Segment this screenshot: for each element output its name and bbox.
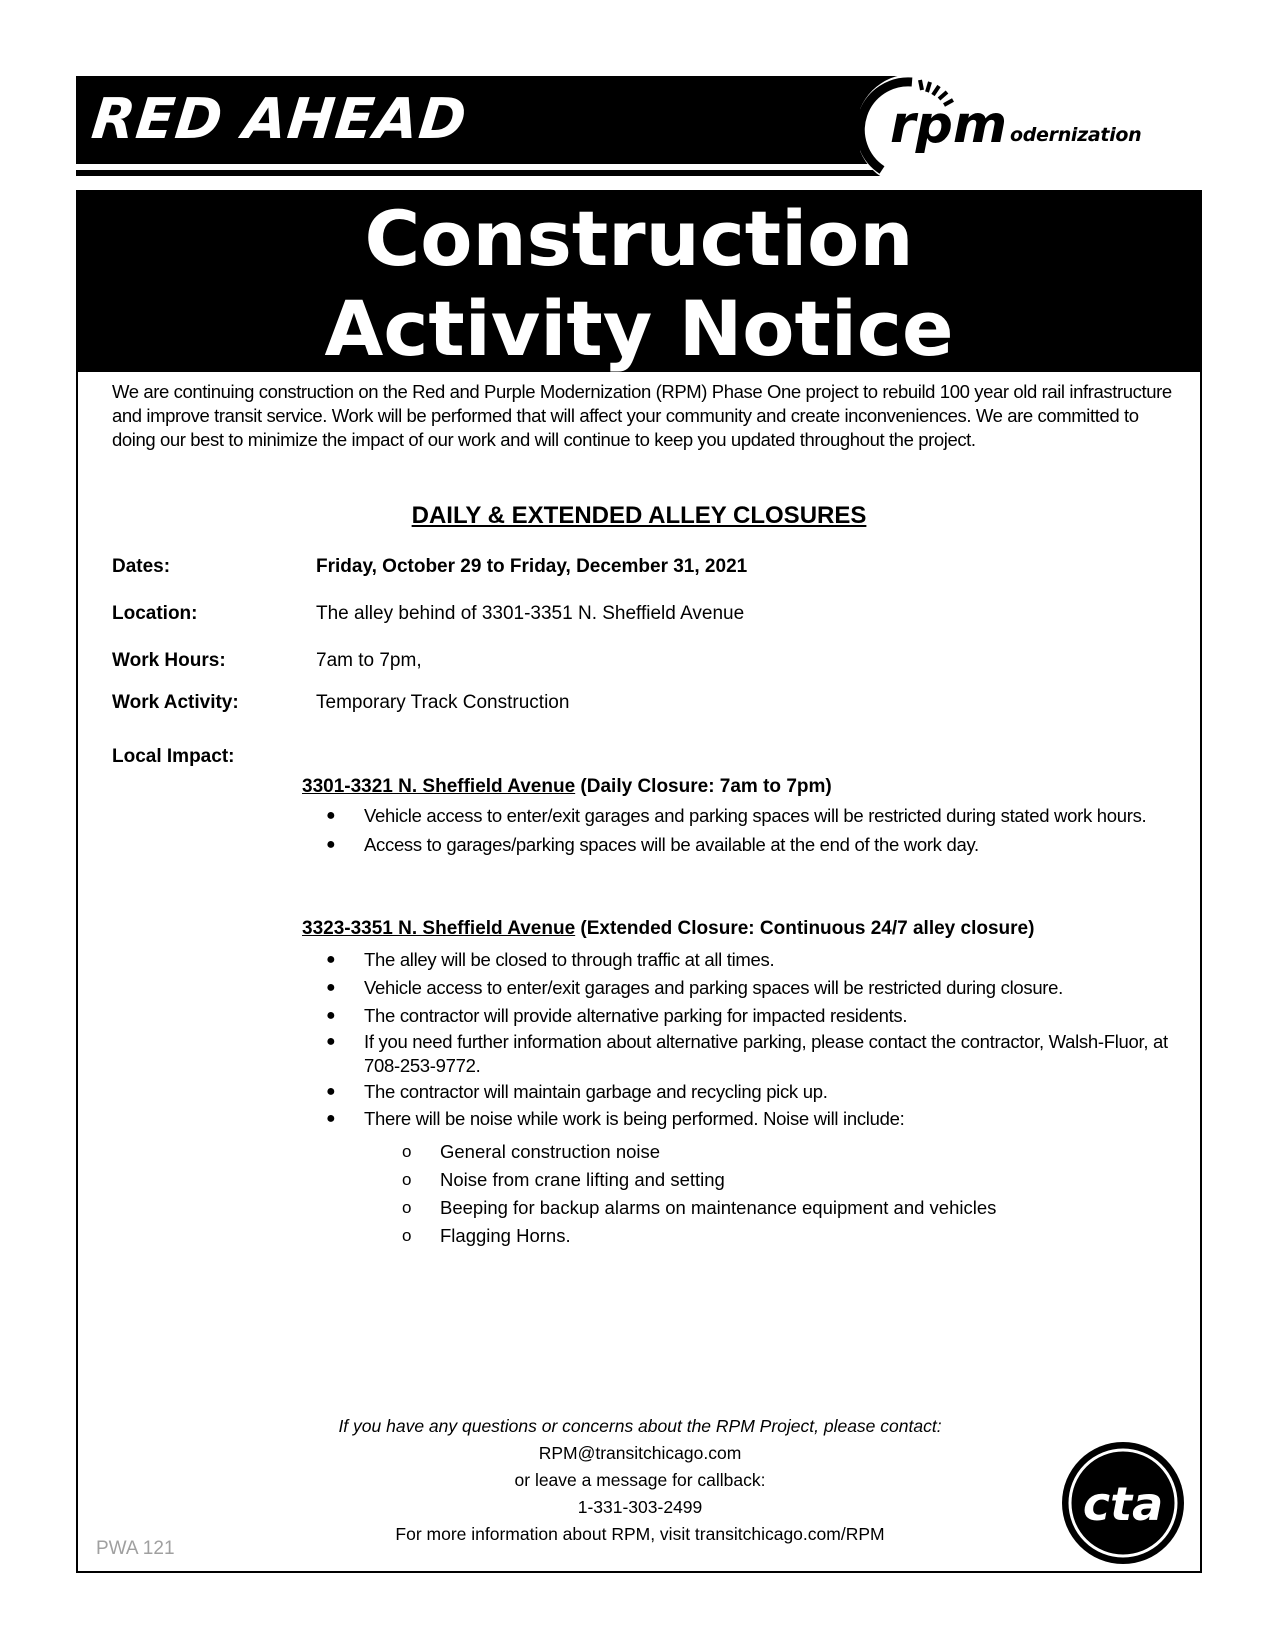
bullet-dot-icon: ●	[326, 1007, 336, 1024]
list-item: o Flagging Horns.	[400, 1222, 996, 1250]
bullet-dot-icon: ●	[326, 1110, 336, 1127]
list-item: ● Vehicle access to enter/exit garages and parking spaces will be restricted during closure.	[302, 974, 1182, 1001]
document-code: PWA 121	[96, 1538, 175, 1559]
bullet-dot-icon: ●	[326, 979, 336, 996]
callback-text: or leave a message for callback:	[514, 1470, 766, 1490]
daily-closure-bullets	[302, 802, 1182, 858]
contact-phone: 1-331-303-2499	[577, 1497, 703, 1517]
extended-closure-note: (Extended Closure: Continuous 24/7 alley closure)	[575, 918, 1035, 939]
bullet-dot-icon: ●	[326, 836, 336, 853]
daily-closure-address: 3301-3321 N. Sheffield Avenue	[302, 776, 576, 797]
rpm-logo-text: rpm	[890, 95, 1008, 155]
location-value: The alley behind of 3301-3351 N. Sheffield Avenue	[316, 603, 745, 624]
list-item: o Beeping for backup alarms on maintenance equipment and vehicles	[400, 1194, 996, 1222]
section-title: DAILY & EXTENDED ALLEY CLOSURES	[411, 502, 867, 529]
extended-closure-heading	[302, 918, 1034, 940]
work-activity-label: Work Activity:	[112, 692, 239, 713]
list-item: ● There will be noise while work is being performed. Noise will include:	[302, 1105, 1182, 1132]
noise-items-list	[400, 1138, 996, 1250]
extended-closure-bullets	[302, 946, 1182, 1132]
header-rule	[76, 170, 926, 176]
contact-prompt: If you have any questions or concerns about the RPM Project, please contact:	[338, 1416, 942, 1436]
intro-paragraph: We are continuing construction on the Red and Purple Modernization (RPM) Phase One project to rebuild 100 year old rail infrastructure and improve transit service. Work will be performed that will affect your community and create inconveniences. We are committed to doing our best to minimize the impact of our work and will continue to keep you updated throughout the project.	[112, 381, 1172, 450]
extended-closure-address: 3323-3351 N. Sheffield Avenue	[302, 918, 576, 939]
title-line-2: Activity Notice	[324, 284, 954, 373]
title-line-1: Construction	[364, 194, 914, 283]
list-item: ● The contractor will maintain garbage and recycling pick up.	[302, 1078, 1182, 1105]
list-item: ● Access to garages/parking spaces will be available at the end of the work day.	[302, 831, 1182, 858]
list-item: o General construction noise	[400, 1138, 996, 1166]
bullet-dot-icon: ●	[326, 807, 336, 824]
circle-bullet-icon: o	[402, 1226, 412, 1245]
cta-logo-text: cta	[1082, 1477, 1164, 1531]
circle-bullet-icon: o	[402, 1142, 412, 1161]
red-ahead-brand: RED AHEAD	[88, 87, 471, 152]
list-item: ● The alley will be closed to through traffic at all times.	[302, 946, 1182, 973]
bullet-dot-icon: ●	[326, 1033, 336, 1050]
contact-email-link[interactable]: RPM@transitchicago.com	[538, 1443, 742, 1463]
dates-value: Friday, October 29 to Friday, December 31, 2021	[316, 556, 748, 577]
local-impact-label: Local Impact:	[112, 746, 235, 767]
list-item: o Noise from crane lifting and setting	[400, 1166, 996, 1194]
work-hours-label: Work Hours:	[112, 650, 226, 671]
daily-closure-heading	[302, 776, 832, 798]
circle-bullet-icon: o	[402, 1198, 412, 1217]
more-info-link[interactable]: For more information about RPM, visit transitchicago.com/RPM	[395, 1524, 885, 1544]
bullet-dot-icon: ●	[326, 1083, 336, 1100]
location-label: Location:	[112, 603, 198, 624]
cta-logo	[1060, 1440, 1186, 1566]
list-item: ● Vehicle access to enter/exit garages and parking spaces will be restricted during stated work hours.	[302, 802, 1182, 829]
list-item: ● The contractor will provide alternative parking for impacted residents.	[302, 1002, 1182, 1029]
work-hours-value: 7am to 7pm,	[316, 650, 422, 671]
daily-closure-note: (Daily Closure: 7am to 7pm)	[575, 776, 832, 797]
bullet-dot-icon: ●	[326, 951, 336, 968]
dates-label: Dates:	[112, 556, 171, 577]
notice-title	[76, 194, 1202, 374]
circle-bullet-icon: o	[402, 1170, 412, 1189]
list-item: ● If you need further information about alternative parking, please contact the contractor, Walsh-Fluor, at 708-253-9772.	[326, 1031, 1168, 1076]
modernization-word: odernization	[1010, 124, 1142, 146]
work-activity-value: Temporary Track Construction	[316, 692, 570, 713]
